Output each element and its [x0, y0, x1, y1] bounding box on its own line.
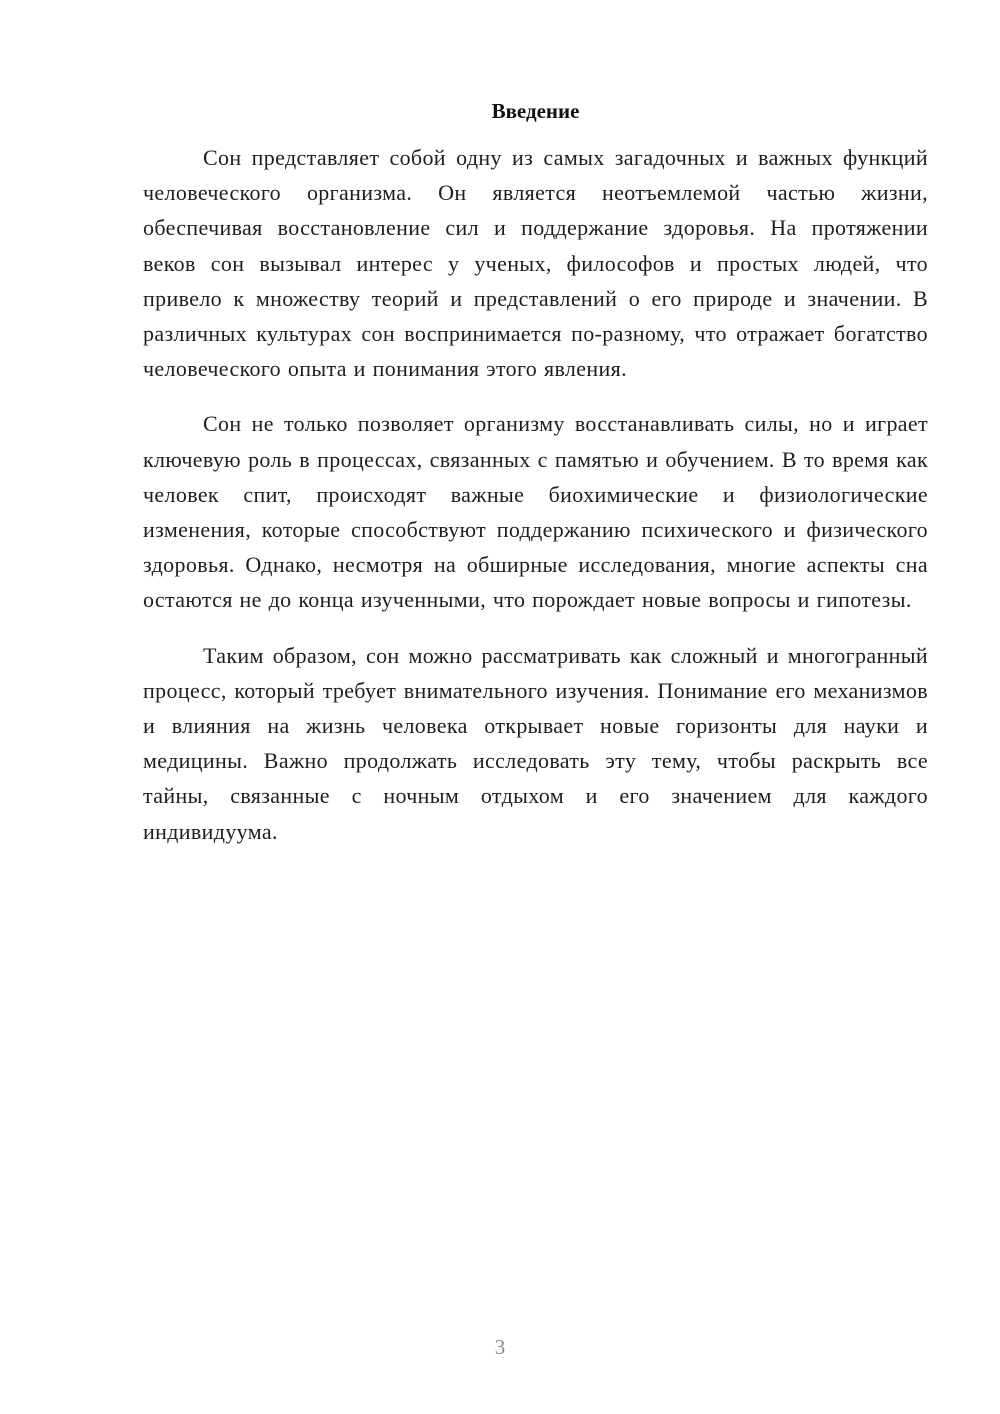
paragraph-1: Сон представляет собой одну из самых загадочных и важных функций человеческого организма. Он является неотъемлемой частью жизни, обеспечивая восстановление сил и поддержание здоровья. На протяжении веков сон вызывал интерес у ученых, философов и простых людей, что привело к множеству теорий и представлений о его природе и значении. В различных культурах сон воспринимается по-разному, что отражает богатство человеческого опыта и понимания этого явления. — [143, 145, 928, 382]
page-number: 3 — [494, 1335, 506, 1359]
paragraph-2: Сон не только позволяет организму восстанавливать силы, но и играет ключевую роль в процессах, связанных с памятью и обучением. В то время как человек спит, происходят важные биохимические и физиологические изменения, которые способствуют поддержанию психического и физического здоровья. Однако, несмотря на обширные исследования, многие аспекты сна остаются не до конца изученными, что порождает новые вопросы и гипотезы. — [143, 411, 928, 613]
paragraph-3: Таким образом, сон можно рассматривать как сложный и многогранный процесс, который требует внимательного изучения. Понимание его механизмов и влияния на жизнь человека открывает новые горизонты для науки и медицины. Важно продолжать исследовать эту тему, чтобы раскрыть все тайны, связанные с ночным отдыхом и его значением для каждого индивидуума. — [143, 642, 928, 844]
section-title: Введение — [491, 99, 580, 123]
page-content — [143, 95, 928, 869]
